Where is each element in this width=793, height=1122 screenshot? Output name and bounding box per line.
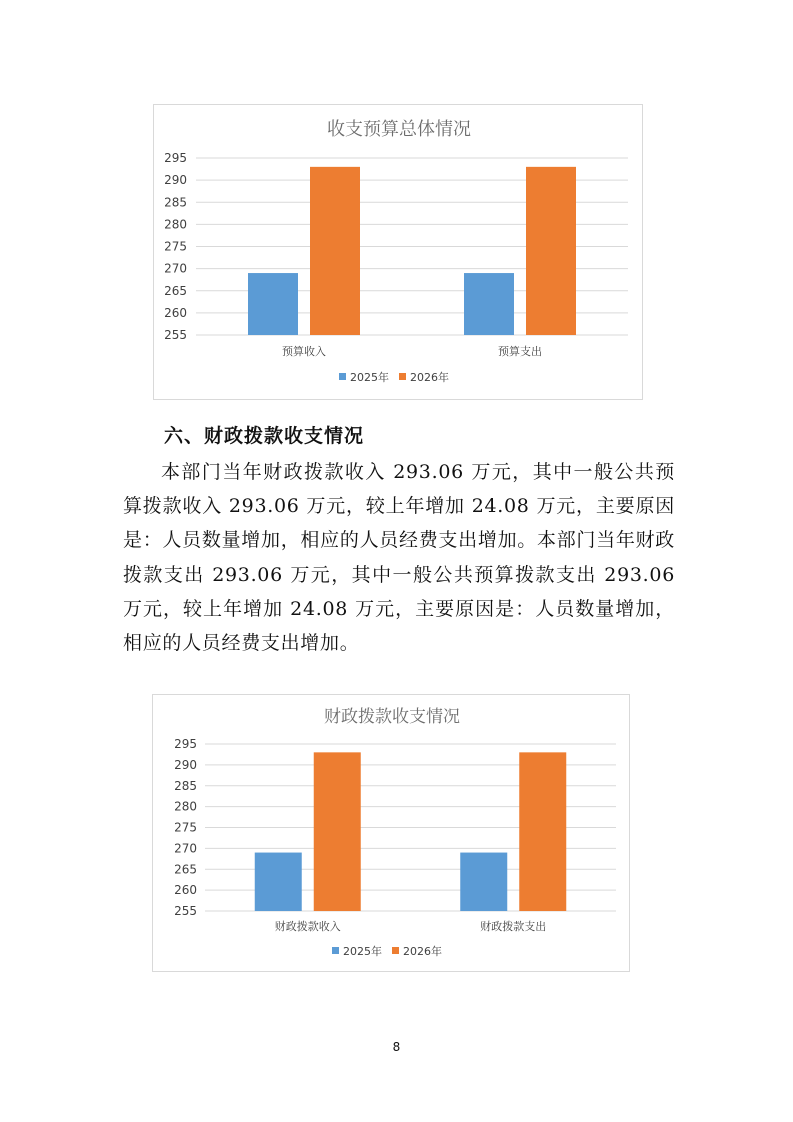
bar-0-1 [314, 752, 361, 911]
x-category-label: 财政拨款收入 [274, 920, 341, 933]
bar-1-0 [464, 273, 514, 335]
y-tick-label: 270 [164, 261, 187, 276]
y-tick-label: 265 [164, 283, 187, 298]
y-tick-label: 280 [164, 217, 187, 232]
legend-swatch [332, 947, 339, 954]
y-tick-label: 295 [174, 737, 197, 751]
bar-1-0 [460, 853, 507, 911]
legend-label: 2026年 [403, 945, 442, 958]
legend-label: 2025年 [343, 945, 382, 958]
legend-swatch [392, 947, 399, 954]
x-category-label: 财政拨款支出 [480, 920, 547, 933]
y-tick-label: 285 [174, 778, 197, 793]
bar-1-1 [519, 752, 566, 911]
x-category-label: 预算支出 [498, 345, 542, 358]
y-tick-label: 280 [174, 799, 197, 814]
y-tick-label: 285 [164, 195, 187, 210]
legend-label: 2025年 [350, 371, 389, 384]
chart-svg [154, 105, 644, 401]
budget-overview-chart [153, 104, 643, 400]
x-category-label: 预算收入 [282, 345, 326, 358]
chart-title: 收支预算总体情况 [327, 119, 471, 140]
section-heading: 六、财政拨款收支情况 [164, 425, 365, 447]
y-tick-label: 255 [174, 904, 197, 918]
y-tick-label: 290 [164, 173, 187, 188]
chart-svg [153, 695, 631, 973]
bar-0-0 [248, 273, 298, 335]
chart-title: 财政拨款收支情况 [324, 707, 460, 727]
bar-1-1 [526, 167, 576, 335]
bar-0-0 [255, 853, 302, 911]
page-number: 8 [392, 1040, 401, 1054]
y-tick-label: 255 [164, 328, 187, 342]
y-tick-label: 260 [174, 883, 197, 898]
body-paragraph: 本部门当年财政拨款收入 293.06 万元，其中一般公共预算拨款收入 293.06 万元，较上年增加 24.08 万元，主要原因是：人员数量增加，相应的人员经费支出增加。本部门当年财政拨款支出 293.06 万元，其中一般公共预算拨款支出 293.06 万元，较上年增加 24.08 万元，主要原因是：人员数量增加，相应的人员经费支出增加。 [123, 461, 675, 655]
legend-swatch [339, 373, 346, 380]
y-tick-label: 260 [164, 305, 187, 320]
legend-label: 2026年 [410, 371, 449, 384]
y-tick-label: 265 [174, 862, 197, 877]
y-tick-label: 275 [164, 239, 187, 254]
y-tick-label: 275 [174, 820, 197, 835]
bar-0-1 [310, 167, 360, 335]
y-tick-label: 290 [174, 757, 197, 772]
y-tick-label: 295 [164, 151, 187, 165]
legend-swatch [399, 373, 406, 380]
fiscal-allocation-chart [152, 694, 630, 972]
y-tick-label: 270 [174, 841, 197, 856]
